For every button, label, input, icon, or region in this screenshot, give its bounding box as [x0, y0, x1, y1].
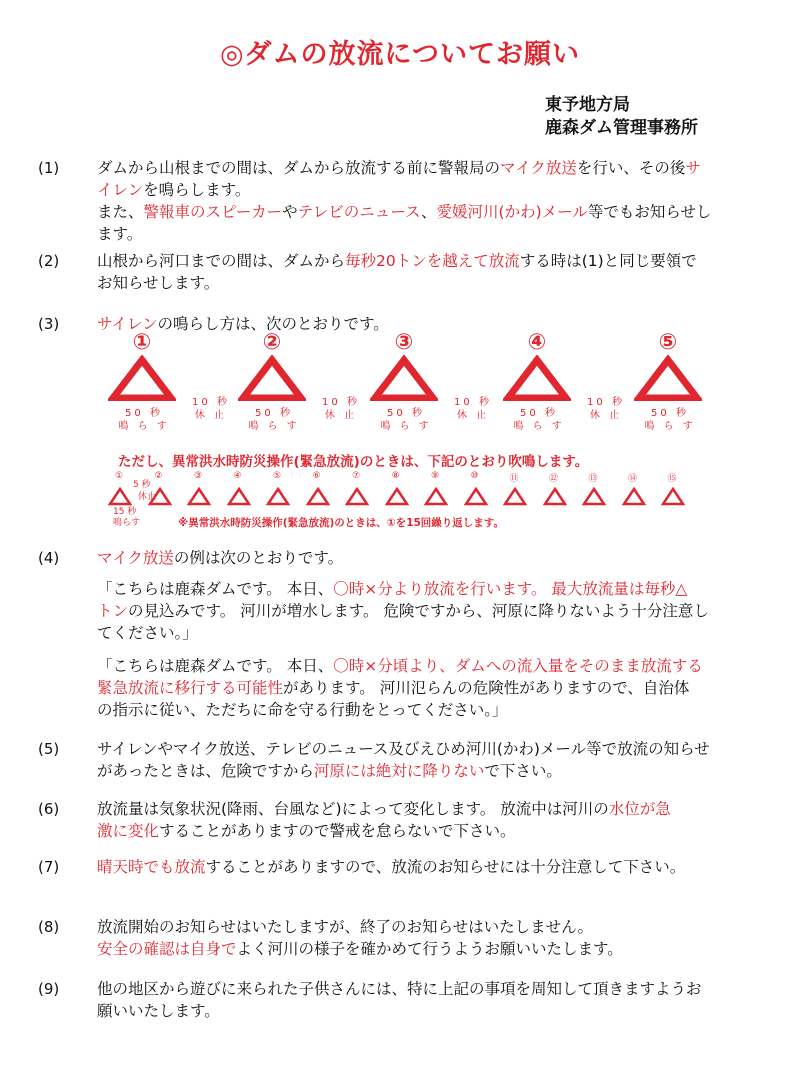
- text-line: [97, 978, 767, 1000]
- emergency-step-number: ⑪: [509, 474, 519, 484]
- emergency-pause-label-1: 5 秒: [133, 480, 151, 490]
- pause-duration-label: 10 秒: [192, 397, 230, 408]
- emergency-sound-triangle: [543, 486, 567, 506]
- highlighted-text: 緊急放流に移行する可能性: [97, 679, 284, 697]
- emergency-sound-label-1: 15 秒: [113, 507, 137, 517]
- text-line: [97, 600, 767, 622]
- text-segment: があったときは、危険ですから: [97, 762, 314, 780]
- item-number: (1): [38, 159, 60, 177]
- text-segment: 放流量は気象状況(降雨、台風など)によって変化します。 放流中は河川の: [97, 800, 609, 818]
- item-body: [97, 547, 767, 569]
- sound-duration-label: 50 秒: [520, 408, 558, 419]
- emergency-step-number: ⑨: [430, 471, 440, 481]
- text-segment: の見込みです。 河川が増水します。 危険ですから、河原に降りないよう十分注意し: [128, 602, 709, 620]
- emergency-step-number: ⑩: [470, 471, 479, 481]
- siren-step-number: ③: [394, 330, 414, 355]
- text-line: [97, 201, 767, 223]
- item-number: (3): [38, 315, 60, 333]
- text-segment: てください。」: [97, 624, 198, 642]
- text-segment: ます。: [97, 225, 143, 243]
- text-segment: サイレンやマイク放送、テレビのニュース及びえひめ河川(かわ)メール等で放流の知らせ: [97, 740, 710, 758]
- item-number: (8): [38, 918, 60, 936]
- item-number: (9): [38, 980, 60, 998]
- sound-duration-label: 50 秒: [255, 408, 293, 419]
- text-segment: や: [282, 203, 298, 221]
- broadcast-example: [97, 578, 767, 644]
- highlighted-text: 〇時×分頃より、ダムへの流入量をそのまま放流する: [333, 657, 703, 675]
- text-segment: 山根から河口までの間は、ダムから: [97, 252, 346, 270]
- text-segment: よく河川の様子を確かめて行うようお願いいたします。: [236, 940, 623, 958]
- emergency-step-number: ⑤: [272, 471, 282, 481]
- text-line: [97, 856, 767, 878]
- emergency-sound-triangle: [464, 486, 488, 506]
- text-line: [97, 916, 767, 938]
- text-segment: 放流開始のお知らせはいたしますが、終了のお知らせはいたしません。: [97, 918, 594, 936]
- organization-line-2: 鹿森ダム管理事務所: [545, 118, 698, 138]
- text-segment: する時は(1)と同じ要領で: [519, 252, 697, 270]
- emergency-step-number: ⑬: [588, 474, 598, 484]
- emergency-sound-triangle: [661, 486, 685, 506]
- pause-action-label: 休 止: [456, 410, 490, 421]
- text-line: [97, 760, 767, 782]
- sound-action-label: 鳴 ら す: [513, 421, 565, 432]
- text-line: [97, 938, 767, 960]
- broadcast-example: [97, 655, 767, 721]
- text-line: [97, 699, 767, 721]
- pause-action-label: 休 止: [324, 410, 358, 421]
- highlighted-text: 水位が急: [608, 800, 671, 818]
- text-segment: の指示に従い、ただちに命を守る行動をとってください。」: [97, 701, 508, 719]
- item-body: [97, 738, 767, 782]
- highlighted-text: 毎秒20トンを越えて放流: [345, 252, 520, 270]
- sound-action-label: 鳴 ら す: [118, 421, 170, 432]
- sound-action-label: 鳴 ら す: [248, 421, 300, 432]
- siren-sound-triangle: [503, 355, 571, 401]
- emergency-sound-triangle: [187, 486, 211, 506]
- emergency-step-number: ④: [233, 471, 242, 481]
- item-number: (6): [38, 800, 60, 818]
- item-number: (4): [38, 549, 60, 567]
- text-line: [97, 250, 767, 272]
- highlighted-text: 〇時×分より放流を行います。 最大放流量は毎秒△: [333, 580, 688, 598]
- highlighted-text: 河原には絶対に降りない: [313, 762, 485, 780]
- text-segment: 他の地区から遊びに来られた子供さんには、特に上記の事項を周知して頂きますようお: [97, 980, 702, 998]
- text-line: [97, 272, 767, 294]
- text-segment: を行い、その後: [576, 159, 686, 177]
- siren-sound-triangle: [238, 355, 306, 401]
- emergency-sound-triangle: [306, 486, 330, 506]
- emergency-step-number: ⑮: [667, 474, 677, 484]
- emergency-sound-triangle: [227, 486, 251, 506]
- highlighted-text: 安全の確認は自身で: [97, 940, 237, 958]
- sound-duration-label: 50 秒: [651, 408, 689, 419]
- emergency-sound-triangle: [108, 486, 132, 506]
- text-segment: の鳴らし方は、次のとおりです。: [157, 315, 389, 333]
- text-segment: 願いいたします。: [97, 1002, 220, 1020]
- item-body: [97, 250, 767, 294]
- text-segment: 「こちらは鹿森ダムです。 本日、: [97, 580, 334, 598]
- text-segment: することがありますので、放流のお知らせには十分注意して下さい。: [205, 858, 686, 876]
- siren-sound-triangle: [370, 355, 438, 401]
- text-line: [97, 677, 767, 699]
- emergency-step-number: ⑭: [627, 474, 637, 484]
- pause-duration-label: 10 秒: [454, 397, 492, 408]
- highlighted-text: 愛媛河川(かわ)メール: [436, 203, 588, 221]
- emergency-pause-label-2: 休止: [138, 492, 157, 502]
- text-segment: 等でもお知らせし: [587, 203, 712, 221]
- text-line: [97, 179, 767, 201]
- sound-duration-label: 50 秒: [387, 408, 425, 419]
- highlighted-text: テレビのニュース: [297, 203, 421, 221]
- highlighted-text: 激に変化: [97, 822, 160, 840]
- emergency-sound-triangle: [424, 486, 448, 506]
- text-line: [97, 223, 767, 245]
- text-line: [97, 798, 767, 820]
- sound-action-label: 鳴 ら す: [644, 421, 696, 432]
- text-segment: ダムから山根までの間は、ダムから放流する前に警報局の: [97, 159, 501, 177]
- text-segment: 、: [421, 203, 437, 221]
- pause-action-label: 休 止: [589, 410, 623, 421]
- text-line: [97, 157, 767, 179]
- emergency-step-number: ②: [154, 471, 163, 481]
- emergency-sound-triangle: [622, 486, 646, 506]
- emergency-sound-triangle: [345, 486, 369, 506]
- emergency-sound-triangle: [385, 486, 409, 506]
- text-line: [97, 738, 767, 760]
- sound-duration-label: 50 秒: [125, 408, 163, 419]
- highlighted-text: サ: [685, 159, 701, 177]
- emergency-sound-label-2: 鳴らす: [113, 518, 141, 528]
- item-body: [97, 798, 767, 842]
- item-body: [97, 916, 767, 960]
- highlighted-text: サイレン: [97, 315, 158, 333]
- pause-duration-label: 10 秒: [587, 397, 625, 408]
- siren-step-number: ⑤: [658, 330, 678, 355]
- emergency-sound-triangle: [503, 486, 527, 506]
- text-line: [97, 1000, 767, 1022]
- emergency-step-number: ③: [193, 471, 203, 481]
- text-line: [97, 547, 767, 569]
- item-number: (2): [38, 252, 60, 270]
- pause-duration-label: 10 秒: [322, 397, 360, 408]
- item-number: (5): [38, 740, 60, 758]
- highlighted-text: 警報車のスピーカー: [143, 203, 283, 221]
- siren-step-number: ①: [132, 330, 152, 355]
- highlighted-text: 晴天時でも放流: [97, 858, 206, 876]
- emergency-sound-triangle: [266, 486, 290, 506]
- text-line: [97, 578, 767, 600]
- siren-step-number: ②: [262, 330, 282, 355]
- text-segment: で下さい。: [484, 762, 562, 780]
- text-segment: の例は次のとおりです。: [173, 549, 344, 567]
- item-body: [97, 978, 767, 1022]
- sound-action-label: 鳴 ら す: [380, 421, 432, 432]
- organization-line-1: 東予地方局: [545, 95, 630, 115]
- emergency-step-number: ①: [114, 471, 124, 481]
- item-body: [97, 856, 767, 878]
- emergency-step-number: ⑥: [312, 471, 321, 481]
- highlighted-text: イレン: [97, 181, 144, 199]
- emergency-notice: ただし、異常洪水時防災操作(緊急放流)のときは、下記のとおり吹鳴します。: [118, 454, 589, 470]
- text-segment: することがありますので警戒を怠らないで下さい。: [159, 822, 516, 840]
- text-segment: 「こちらは鹿森ダムです。 本日、: [97, 657, 334, 675]
- text-segment: お知らせします。: [97, 274, 220, 292]
- text-line: [97, 622, 767, 644]
- emergency-step-number: ⑫: [548, 474, 558, 484]
- page-title: ◎ダムの放流についてお願い: [219, 39, 581, 70]
- text-segment: また、: [97, 203, 144, 221]
- emergency-sound-triangle: [582, 486, 606, 506]
- emergency-note: ※異常洪水時防災操作(緊急放流)のときは、①を15回繰り返します。: [178, 517, 504, 529]
- item-body: [97, 157, 767, 245]
- pause-action-label: 休 止: [194, 410, 228, 421]
- highlighted-text: トン: [97, 602, 129, 620]
- text-segment: があります。 河川氾らんの危険性がありますので、自治体: [283, 679, 690, 697]
- emergency-step-number: ⑦: [351, 471, 361, 481]
- text-line: [97, 820, 767, 842]
- text-segment: を鳴らします。: [143, 181, 251, 199]
- highlighted-text: マイク放送: [500, 159, 577, 177]
- highlighted-text: マイク放送: [97, 549, 174, 567]
- item-number: (7): [38, 858, 60, 876]
- text-line: [97, 655, 767, 677]
- siren-step-number: ④: [527, 330, 547, 355]
- emergency-step-number: ⑧: [391, 471, 400, 481]
- siren-sound-triangle: [108, 355, 176, 401]
- siren-sound-triangle: [634, 355, 702, 401]
